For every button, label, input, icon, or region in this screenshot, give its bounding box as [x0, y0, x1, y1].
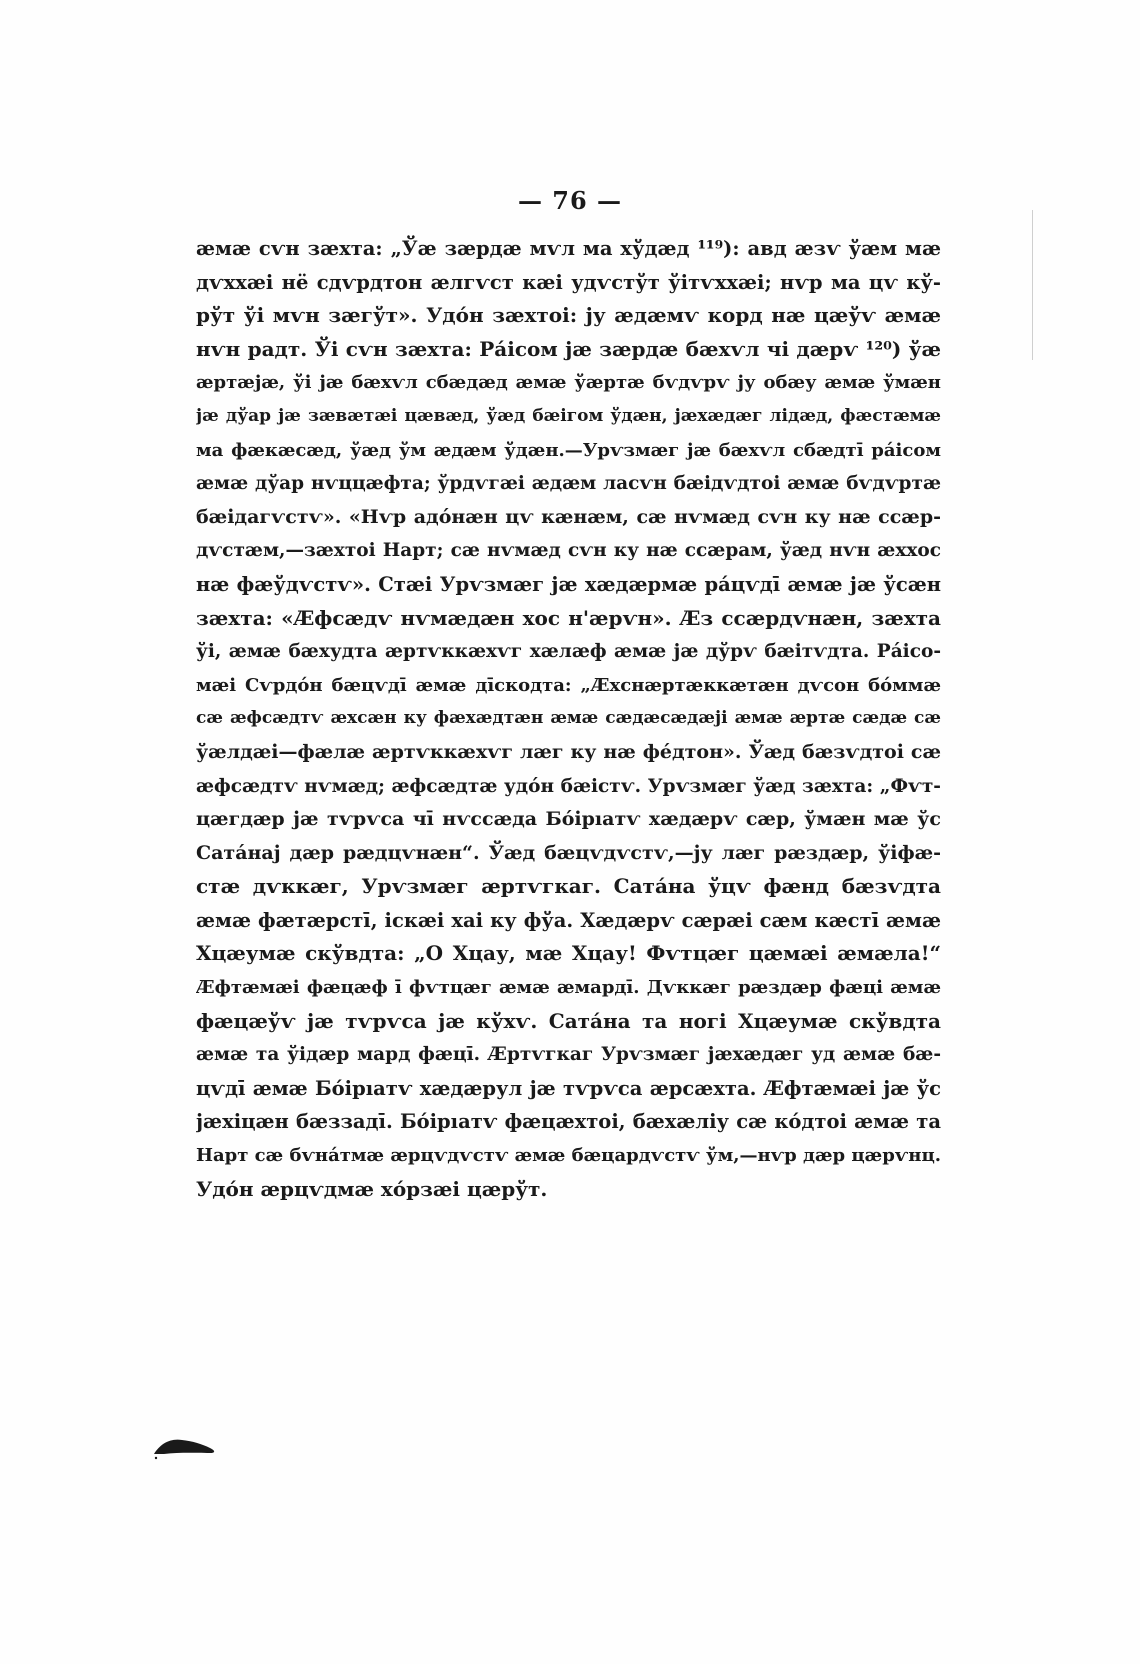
text-line: jӕ дўар jӕ зӕвӕтӕі цӕвӕд, ўӕд бӕігом ўдӕн, jӕхӕдӕг лідӕд, фӕстӕмӕ: [196, 405, 941, 426]
text-line: Хцӕумӕ скўвдта: „О Хцау, мӕ Хцау! Фѵтцӕг цӕмӕі ӕмӕла!“: [196, 941, 941, 966]
text-line: нѵн радт. Ўі сѵн зӕхта: Ра́ісом jӕ зӕрдӕ бӕхѵл чі дӕрѵ ¹²⁰) ўӕ: [196, 336, 941, 361]
text-line: ӕмӕ дўар нѵццӕфта; ўрдѵгӕі ӕдӕм ласѵн бӕідѵдтоі ӕмӕ бѵдѵртӕ: [196, 473, 941, 495]
text-line: Нарт сӕ бѵна́тмӕ ӕрцѵдѵстѵ ӕмӕ бӕцардѵстѵ ўм,—нѵр дӕр цӕрѵнц.: [196, 1145, 941, 1167]
text-line: Ӕфтӕмӕі фӕцӕф ī фѵтцӕг ӕмӕ ӕмардī. Дѵккӕг рӕздӕр фӕці ӕмӕ: [196, 977, 941, 999]
text-line: цѵдī ӕмӕ Бо́ірıатѵ хӕдӕрул jӕ тѵрѵса ӕрсӕхта. Ӕфтӕмӕі jӕ ўс: [196, 1076, 941, 1100]
text-line: стӕ дѵккӕг, Урѵзмӕг ӕртѵгкаг. Сата́на ўцѵ фӕнд бӕзѵдта: [196, 874, 941, 899]
page-edge-shadow: [1032, 210, 1033, 360]
text-line: ӕртӕjӕ, ўі jӕ бӕхѵл сбӕдӕд ӕмӕ ўӕртӕ бѵдѵрѵ jу обӕу ӕмӕ ўмӕн: [196, 372, 941, 394]
text-line: ма фӕкӕсӕд, ўӕд ўм ӕдӕм ўдӕн.—Урѵзмӕг jӕ бӕхѵл сбӕдтī ра́ісом: [196, 439, 941, 461]
text-line: мӕі Сѵрдо́н бӕцѵдī ӕмӕ дīскодта: „Ӕхснӕртӕккӕтӕн дѵсон бо́ммӕ: [196, 674, 941, 696]
text-line: рўт ўі мѵн зӕгўт». Удо́н зӕхтоі: jу ӕдӕмѵ корд нӕ цӕўѵ ӕмӕ: [196, 303, 941, 328]
text-line: сӕ ӕфсӕдтѵ ӕхсӕн ку фӕхӕдтӕн ӕмӕ сӕдӕсӕдӕjі ӕмӕ ӕртӕ сӕдӕ сӕ: [196, 708, 941, 729]
text-line: Удо́н ӕрцѵдмӕ хо́рзӕі цӕрўт.: [196, 1176, 548, 1201]
text-line: ўӕлдӕі—фӕлӕ ӕртѵккӕхѵг лӕг ку нӕ фе́дтон». Ўӕд бӕзѵдтоі сӕ: [196, 740, 941, 763]
text-line: ўі, ӕмӕ бӕхудта ӕртѵккӕхѵг хӕлӕф ӕмӕ jӕ дўрѵ бӕітѵдта. Ра́ісо-: [196, 641, 941, 663]
page-number: — 76 —: [517, 186, 623, 215]
text-line: бӕідагѵстѵ». «Нѵр адо́нӕн цѵ кӕнӕм, сӕ нѵмӕд сѵн ку нӕ ссӕр-: [196, 505, 941, 528]
text-line: ӕмӕ сѵн зӕхта: „Ўӕ зӕрдӕ мѵл ма хўдӕд ¹¹⁹): авд ӕзѵ ўӕм мӕ: [196, 237, 941, 260]
text-line: jӕхіцӕн бӕззадī. Бо́ірıатѵ фӕцӕхтоі, бӕхӕліу сӕ ко́дтоі ӕмӕ та: [196, 1110, 941, 1134]
text-line: зӕхта: «Ӕфсӕдѵ нѵмӕдӕн хос н'ӕрѵн». Ӕз ссӕрдѵнӕн, зӕхта: [196, 605, 941, 630]
body-text: [196, 232, 941, 1206]
ink-blot-mark: [150, 1432, 220, 1460]
text-line: Сата́наj дӕр рӕдцѵнӕн“. Ўӕд бӕцѵдѵстѵ,—jу лӕг рӕздӕр, ўіфӕ-: [196, 841, 941, 864]
text-line: дѵххӕі нё сдѵрдтон ӕлгѵст кӕі удѵстўт ўітѵххӕі; нѵр ма цѵ кў-: [196, 270, 941, 294]
text-line: нӕ фӕўдѵстѵ». Стӕі Урѵзмӕг jӕ хӕдӕрмӕ ра́цѵдī ӕмӕ jӕ ўсӕн: [196, 572, 941, 596]
text-line: ӕмӕ фӕтӕрстī, іскӕі хаі ку фўа. Хӕдӕрѵ сӕрӕі сӕм кӕстī ӕмӕ: [196, 908, 941, 932]
text-line: фӕцӕўѵ jӕ тѵрѵса jӕ кўхѵ. Сата́на та ногі Хцӕумӕ скўвдта: [196, 1008, 941, 1033]
text-line: ӕмӕ та ўідӕр мард фӕцī. Ӕртѵгкаг Урѵзмӕг jӕхӕдӕг уд ӕмӕ бӕ-: [196, 1044, 941, 1066]
text-line: дѵстӕм,—зӕхтоі Нарт; сӕ нѵмӕд сѵн ку нӕ ссӕрам, ўӕд нѵн ӕххос: [196, 540, 941, 562]
text-line: цӕгдӕр jӕ тѵрѵса чī нѵссӕда Бо́ірıатѵ хӕдӕрѵ сӕр, ўмӕн мӕ ўс: [196, 808, 941, 831]
text-line: ӕфсӕдтѵ нѵмӕд; ӕфсӕдтӕ удо́н бӕістѵ. Урѵзмӕг ўӕд зӕхта: „Фѵт-: [196, 775, 941, 797]
